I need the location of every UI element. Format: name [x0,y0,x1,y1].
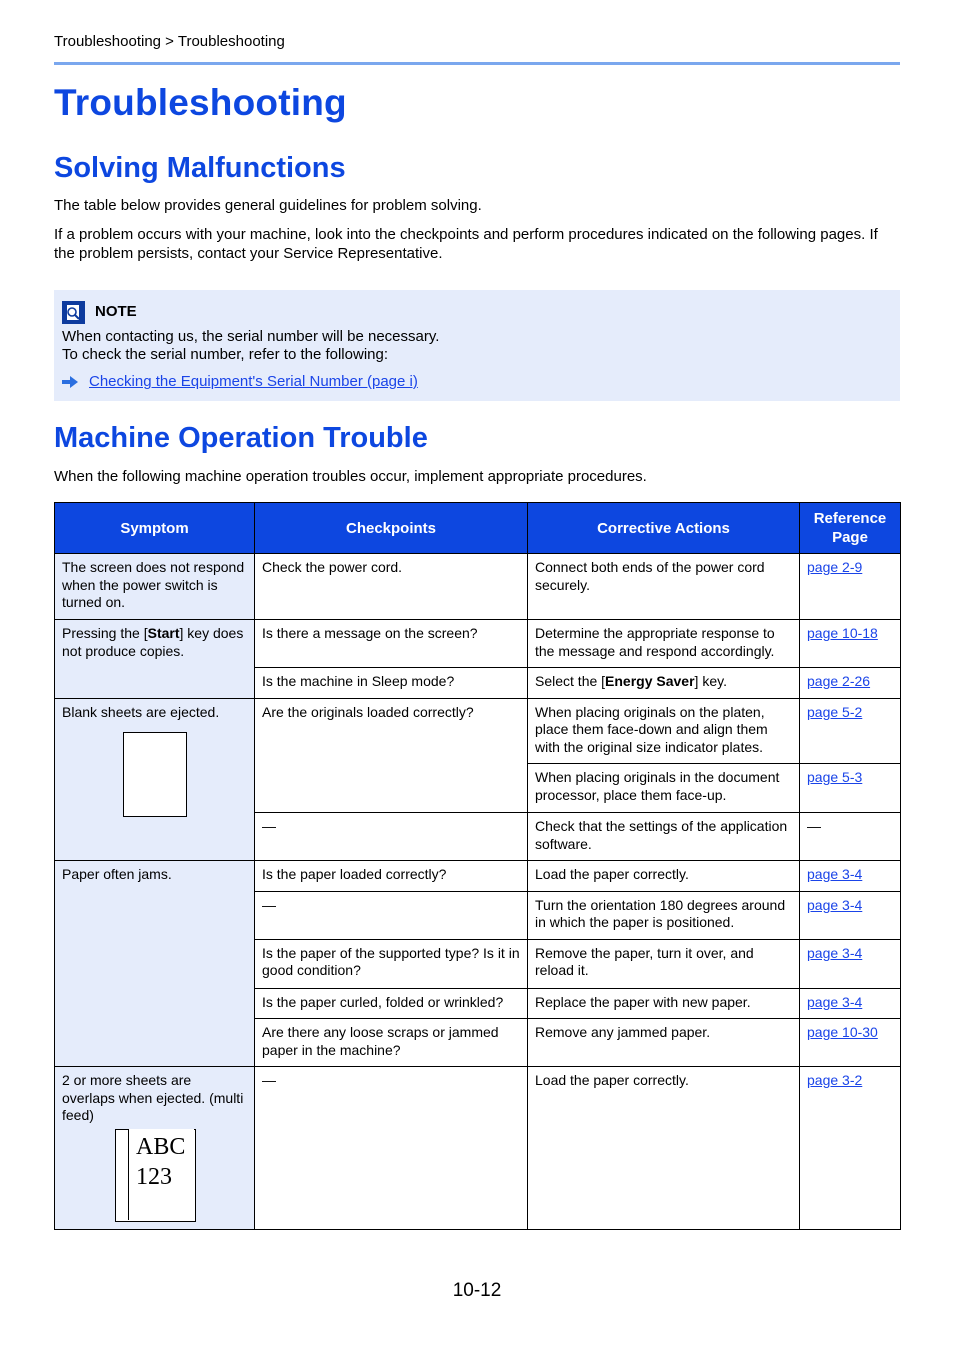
action-cell: Replace the paper with new paper. [528,988,800,1019]
intro-paragraph: The table below provides general guidelines for problem solving. [54,197,482,214]
section-heading-solving-malfunctions: Solving Malfunctions [54,152,346,184]
action-cell: Turn the orientation 180 degrees around in which the paper is positioned. [528,891,800,939]
arrow-right-icon [62,376,78,388]
checkpoint-cell: — [255,1067,528,1230]
header-symptom: Symptom [55,503,255,554]
section-paragraph: When the following machine operation troubles occur, implement appropriate procedures. [54,468,647,485]
note-text-line: To check the serial number, refer to the following: [62,346,389,363]
checkpoint-cell: Is the paper of the supported type? Is it in good condition? [255,939,528,988]
note-text-line: When contacting us, the serial number will be necessary. [62,328,440,345]
action-cell: Load the paper correctly. [528,861,800,892]
table-row [55,620,901,668]
reference-cell [800,891,901,939]
reference-link[interactable]: page 3-4 [807,866,863,882]
illustration-text: 123 [136,1163,172,1190]
action-cell: Connect both ends of the power cord securely. [528,554,800,620]
checkpoint-cell: Are the originals loaded correctly? [255,698,528,813]
reference-link[interactable]: page 10-18 [807,625,878,641]
reference-cell [800,554,901,620]
guidance-paragraph: If a problem occurs with your machine, look into the checkpoints and perform procedures indicated on the following pages. If the problem persists, contact your Service Representative. [54,226,878,262]
symptom-text: Blank sheets are ejected. [62,703,220,720]
symptom-text: 2 or more sheets are overlaps when ejected. (multi feed) [62,1072,244,1123]
reference-cell [800,620,901,668]
reference-cell [800,764,901,813]
energy-saver-key-label: Energy Saver [605,673,695,689]
table-row [55,1067,901,1230]
reference-cell: — [800,813,901,861]
symptom-cell [55,1067,255,1230]
reference-cell [800,988,901,1019]
action-cell: Determine the appropriate response to the message and respond accordingly. [528,620,800,668]
multi-feed-illustration [115,1129,196,1222]
action-cell: Remove the paper, turn it over, and reload it. [528,939,800,988]
reference-link[interactable]: page 5-3 [807,769,863,785]
header-rule [54,62,900,65]
breadcrumb: Troubleshooting > Troubleshooting [54,33,285,50]
checkpoint-cell: Check the power cord. [255,554,528,620]
reference-cell [800,861,901,892]
serial-number-link[interactable]: Checking the Equipment's Serial Number (page i) [89,373,418,390]
table-row [55,861,901,892]
action-cell: Check that the settings of the application software. [528,813,800,861]
table-row [55,698,901,764]
action-cell [528,668,800,699]
reference-link[interactable]: page 10-30 [807,1024,878,1040]
reference-link[interactable]: page 2-26 [807,673,871,689]
checkpoint-cell: — [255,891,528,939]
symptom-cell [55,620,255,699]
checkpoint-cell: Are there any loose scraps or jammed paper in the machine? [255,1019,528,1067]
start-key-label: Start [147,625,180,641]
reference-link[interactable]: page 3-4 [807,993,863,1010]
section-heading-machine-operation-trouble: Machine Operation Trouble [54,422,428,454]
reference-cell [800,939,901,988]
checkpoint-cell: Is the paper curled, folded or wrinkled? [255,988,528,1019]
action-cell: Load the paper correctly. [528,1067,800,1230]
reference-link[interactable]: page 5-2 [807,703,863,720]
reference-link[interactable]: page 3-4 [807,944,863,961]
action-cell: When placing originals on the platen, place them face-down and align them with the original size indicator plates. [528,698,800,764]
header-reference-page: Reference Page [800,503,901,554]
header-checkpoints: Checkpoints [255,503,528,554]
illustration-text: ABC [136,1133,186,1160]
symptom-cell [55,698,255,861]
note-icon [62,301,85,324]
header-corrective-actions: Corrective Actions [528,503,800,554]
symptom-cell: Paper often jams. [55,861,255,1067]
symptom-text: ] key does not produce copies. [62,625,244,659]
reference-cell [800,698,901,764]
reference-cell [800,1019,901,1067]
symptom-cell: The screen does not respond when the power switch is turned on. [55,554,255,620]
action-text: Select the [ [535,673,606,689]
blank-sheet-illustration [123,732,187,817]
reference-link[interactable]: page 2-9 [807,559,863,575]
table-header-row [55,503,901,554]
reference-cell [800,668,901,699]
action-cell: When placing originals in the document processor, place them face-up. [528,764,800,813]
trouble-table [54,502,901,1230]
reference-cell [800,1067,901,1230]
note-box [54,290,900,401]
table-row [55,554,901,620]
action-text: ] key. [694,673,727,689]
reference-link[interactable]: page 3-4 [807,896,863,913]
checkpoint-cell: Is the paper loaded correctly? [255,861,528,892]
reference-link[interactable]: page 3-2 [807,1072,863,1088]
checkpoint-cell: — [255,813,528,861]
note-label: NOTE [95,303,137,320]
action-cell: Remove any jammed paper. [528,1019,800,1067]
page-number: 10-12 [452,1280,502,1301]
checkpoint-cell: Is there a message on the screen? [255,620,528,668]
symptom-text: Pressing the [ [62,625,148,641]
front-sheet [128,1129,194,1220]
page-title: Troubleshooting [54,82,347,123]
checkpoint-cell: Is the machine in Sleep mode? [255,668,528,699]
